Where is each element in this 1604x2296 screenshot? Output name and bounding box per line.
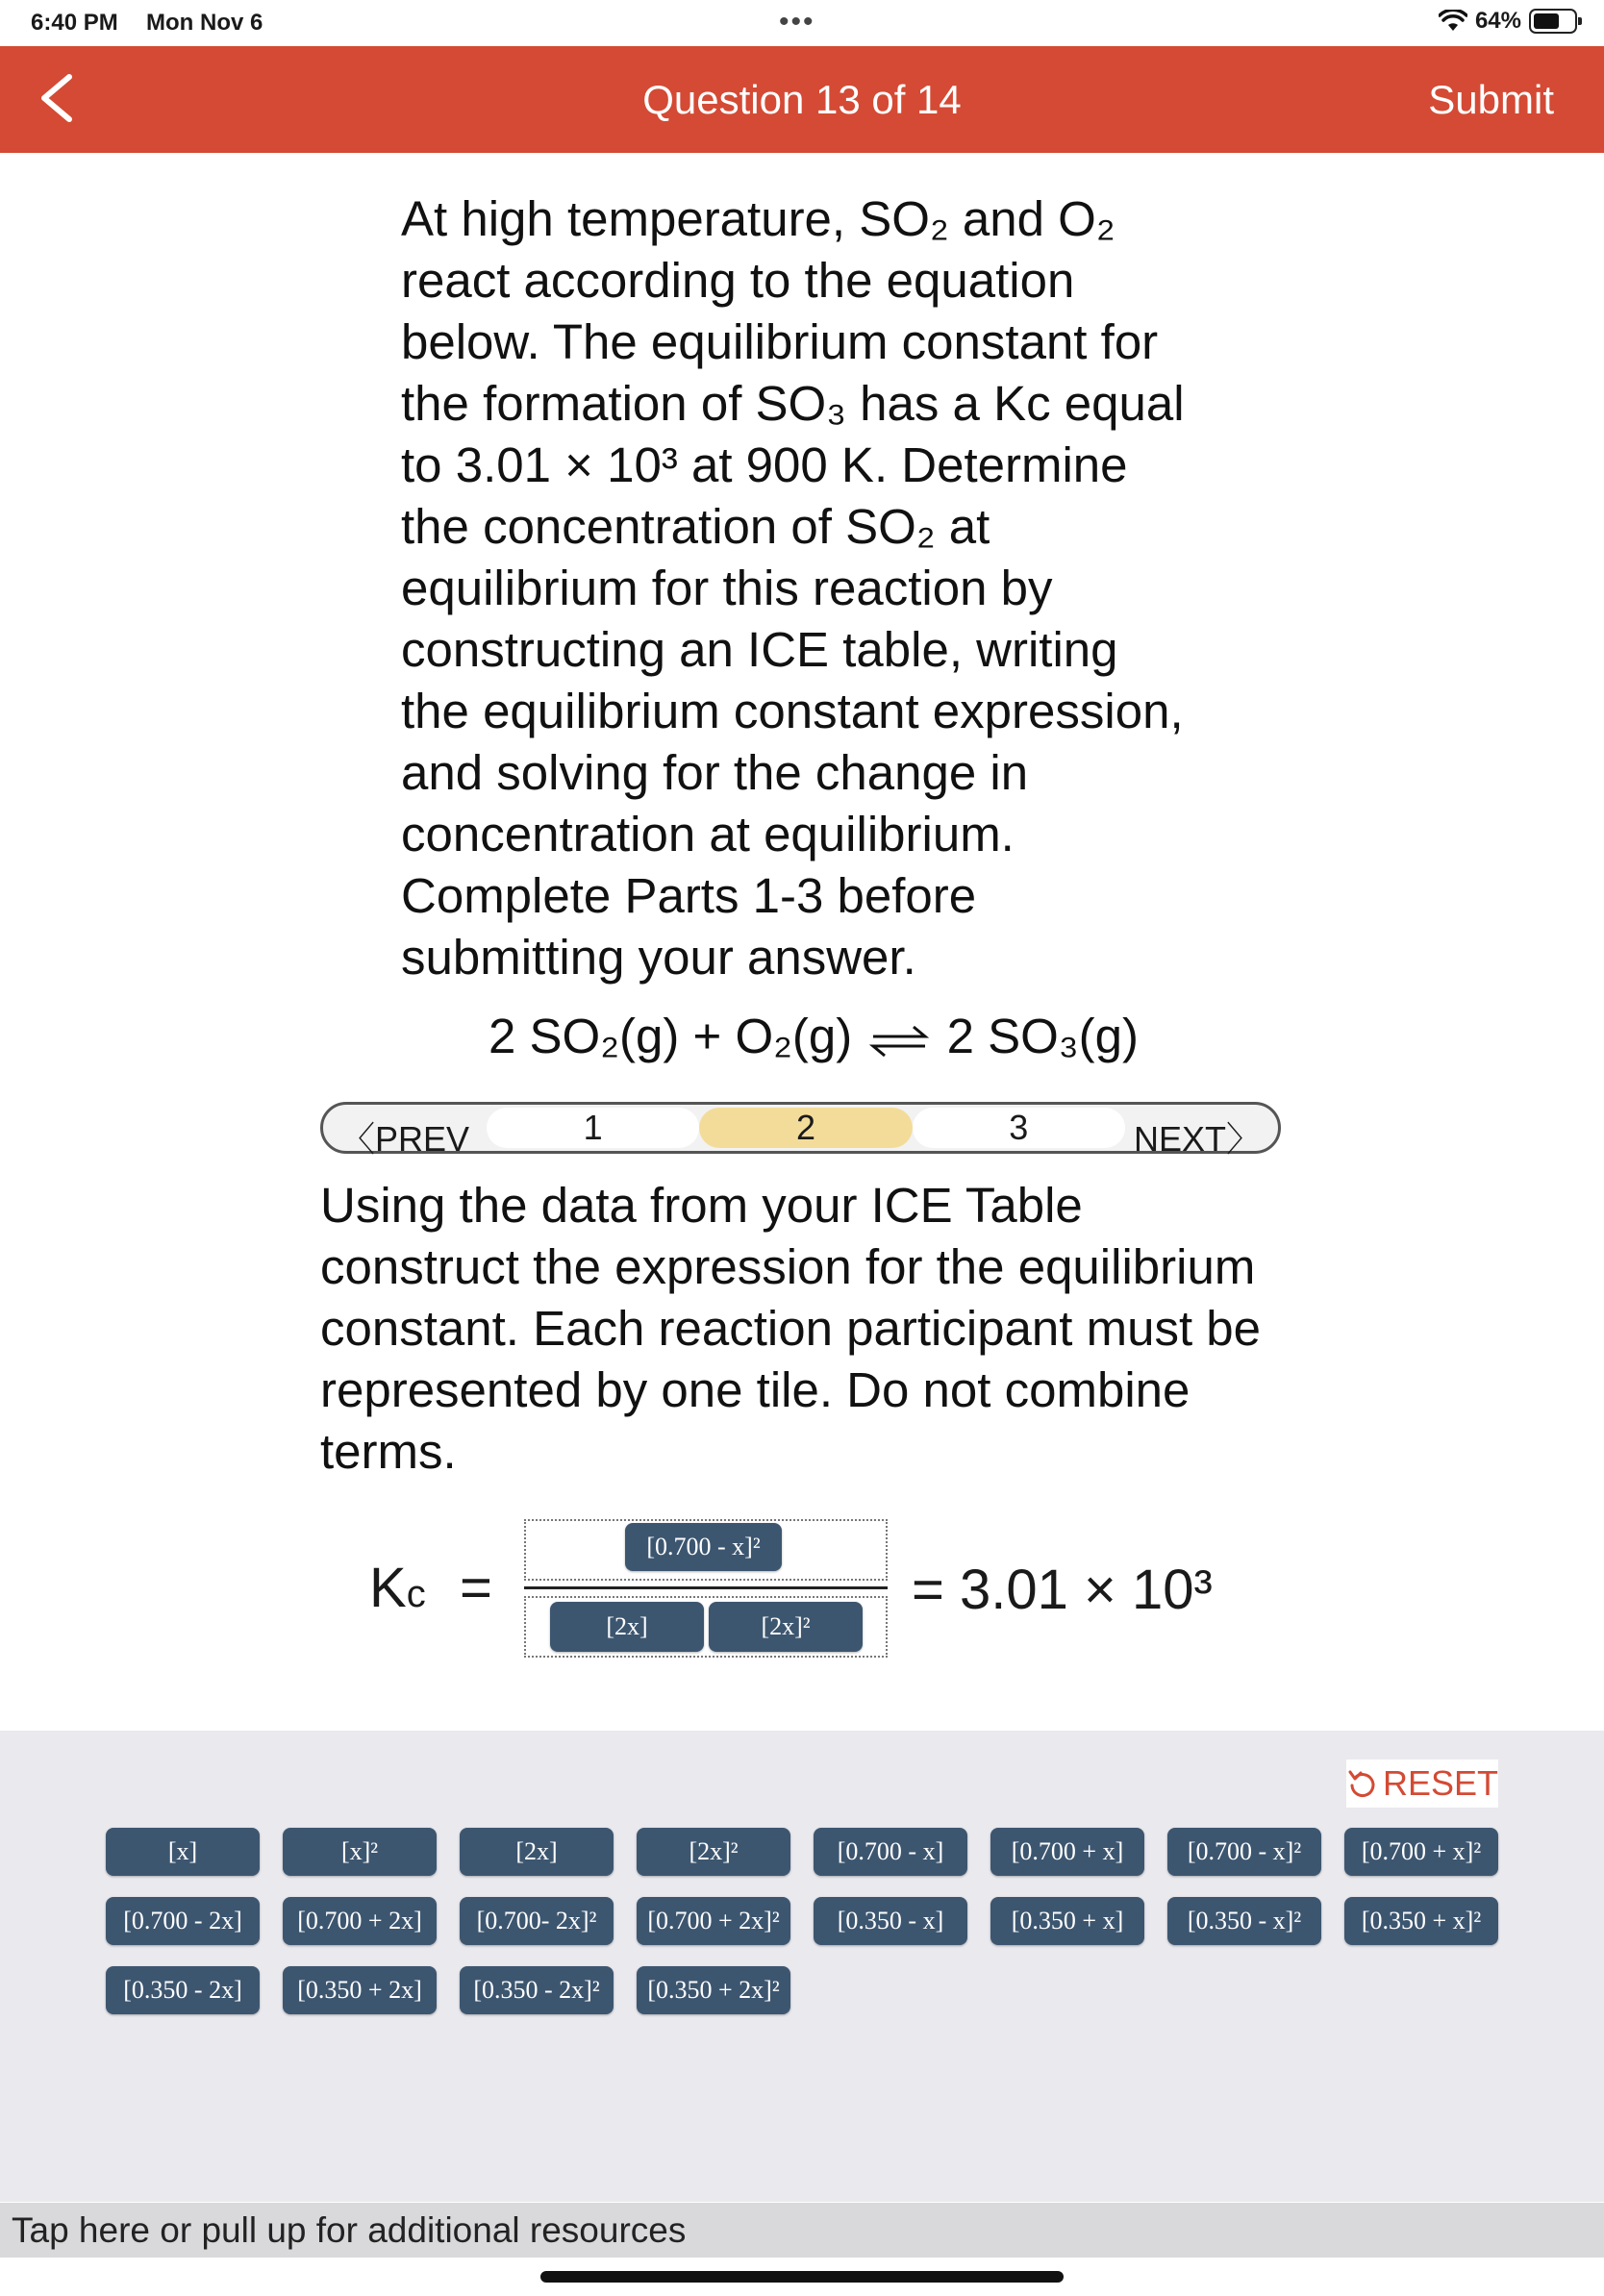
equation-products: 2 SO₃(g) [946,1009,1139,1063]
tab-part-1[interactable]: 1 [487,1108,699,1148]
reset-button[interactable] [1346,1759,1498,1808]
numerator-tile[interactable]: [0.700 - x]² [625,1523,782,1571]
bank-tile[interactable]: [0.700 - x]² [1167,1828,1321,1876]
instruction-line: construct the expression for the equilibrium [320,1239,1256,1294]
bank-tile[interactable]: [x] [106,1828,260,1876]
question-line: to 3.01 × 10³ at 900 K. Determine [401,437,1128,492]
wifi-icon [1439,10,1467,33]
question-line: At high temperature, SO₂ and O₂ [401,191,1115,246]
tab-part-3[interactable]: 3 [913,1108,1125,1148]
prev-button[interactable]: 〈PREV [340,1119,470,1159]
bank-tile[interactable]: [0.700 - 2x] [106,1897,260,1945]
kc-subscript: c [406,1573,426,1615]
instruction-line: represented by one tile. Do not combine [320,1362,1190,1417]
header-bar [0,46,1604,153]
resources-bar[interactable] [0,2203,1604,2258]
reset-label: RESET [1382,1763,1498,1803]
bank-tile[interactable]: [x]² [283,1828,437,1876]
instruction-line: terms. [320,1424,457,1479]
bank-tile[interactable]: [0.700 + 2x]² [637,1897,790,1945]
question-line: and solving for the change in [401,745,1029,800]
equilibrium-arrows-icon [869,1021,929,1060]
question-line: equilibrium for this reaction by [401,561,1053,615]
bank-tile[interactable]: [0.700 + x]² [1344,1828,1498,1876]
part-navigation [320,1102,1281,1159]
status-time: 6:40 PM [31,10,118,36]
battery-percent: 64% [1474,8,1521,34]
question-line: constructing an ICE table, writing [401,622,1118,677]
bank-tile[interactable]: [0.350 + x]² [1344,1897,1498,1945]
page-title: Question 13 of 14 [642,77,962,122]
kc-equals-sign: = [460,1557,492,1619]
next-button[interactable]: NEXT〉 [1133,1119,1261,1159]
equation-reactants: 2 SO₂(g) + O₂(g) [489,1009,853,1063]
chemical-equation [489,1008,1139,1064]
fraction-bar [524,1586,888,1589]
question-text [401,188,1247,988]
status-bar [0,0,1604,46]
question-line: concentration at equilibrium. [401,807,1015,861]
tab-part-2[interactable]: 2 [699,1108,912,1148]
home-indicator[interactable] [540,2271,1064,2283]
bank-tile[interactable]: [0.700- 2x]² [460,1897,614,1945]
question-line: below. The equilibrium constant for [401,314,1159,369]
part-tabs [487,1108,1125,1148]
question-line: the equilibrium constant expression, [401,684,1184,738]
status-indicators [1439,8,1577,35]
bank-tile[interactable]: [0.350 + x] [990,1897,1144,1945]
bank-tile[interactable]: [0.700 + x] [990,1828,1144,1876]
bank-tile[interactable]: [0.700 + 2x] [283,1897,437,1945]
denominator-tile[interactable]: [2x]² [709,1602,863,1652]
bank-tile[interactable]: [0.350 + 2x]² [637,1966,790,2014]
kc-symbol: K [369,1557,407,1619]
question-line: react according to the equation [401,253,1075,308]
undo-arrow-icon [1346,1768,1377,1799]
kc-label [369,1556,426,1620]
question-line: the concentration of SO₂ at [401,499,990,554]
battery-icon [1529,9,1577,34]
question-line: Complete Parts 1-3 before [401,868,977,923]
bank-tile[interactable]: [0.350 - x] [814,1897,967,1945]
bank-tile[interactable]: [0.350 + 2x] [283,1966,437,2014]
submit-button[interactable]: Submit [1428,77,1554,122]
status-date: Mon Nov 6 [146,10,263,36]
denominator-tile[interactable]: [2x] [550,1602,704,1652]
bank-tile[interactable]: [2x]² [637,1828,790,1876]
instruction-line: constant. Each reaction participant must be [320,1301,1262,1356]
bank-tile[interactable]: [0.350 - x]² [1167,1897,1321,1945]
question-line: the formation of SO₃ has a Kc equal [401,376,1185,431]
resources-label: Tap here or pull up for additional resources [12,2210,687,2250]
bank-tile[interactable]: [0.350 - 2x] [106,1966,260,2014]
instruction-line: Using the data from your ICE Table [320,1178,1083,1233]
kc-value: = 3.01 × 10³ [912,1559,1213,1621]
multitasking-dots-icon[interactable]: ••• [779,6,815,37]
bank-tile[interactable]: [2x] [460,1828,614,1876]
question-line: submitting your answer. [401,930,916,985]
part-instructions [320,1175,1320,1483]
bank-tile[interactable]: [0.700 - x] [814,1828,967,1876]
bank-tile[interactable]: [0.350 - 2x]² [460,1966,614,2014]
